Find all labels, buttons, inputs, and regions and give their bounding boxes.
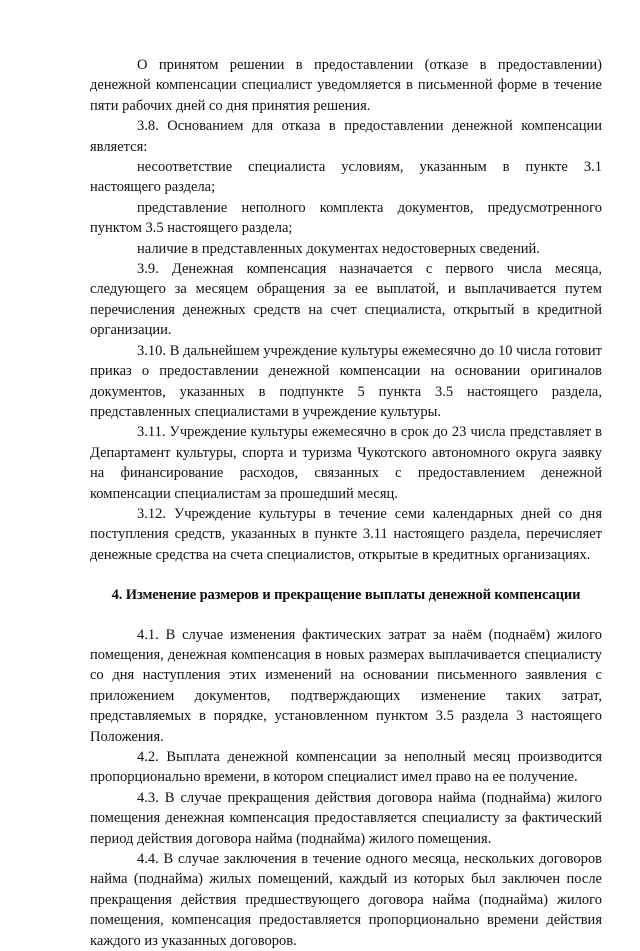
paragraph-4-4: 4.4. В случае заключения в течение одного месяца, нескольких договоров найма (поднайма) жилых помещений, каждый из которых был заключен после прекращения действия предшествующего договора найма (поднайма) жилого помещения, компенсация предоставляется пропорционально времени действия каждого из указанных договоров. <box>90 851 602 949</box>
document-page <box>90 55 602 951</box>
paragraph-4-2: 4.2. Выплата денежной компенсации за неполный месяц производится пропорционально времени, в котором специалист имел право на ее получение. <box>90 749 602 786</box>
section-4-heading: 4. Изменение размеров и прекращение выплаты денежной компенсации <box>111 587 581 604</box>
paragraph-3-8-item-c: наличие в представленных документах недостоверных сведений. <box>137 240 540 257</box>
paragraph-4-3: 4.3. В случае прекращения действия договора найма (поднайма) жилого помещения денежная компенсация предоставляется специалисту за фактический период действия договора найма (поднайма) жилого помещения. <box>90 789 602 847</box>
paragraph-3-8-item-b: представление неполного комплекта документов, предусмотренного пунктом 3.5 настоящего раздела; <box>90 199 602 237</box>
paragraph-3-12: 3.12. Учреждение культуры в течение семи календарных дней со дня поступления средств, указанных в пункте 3.11 настоящего раздела, перечисляет денежные средства на счета специалистов, открытые в кредитных организациях. <box>90 505 602 563</box>
paragraph-3-10: 3.10. В дальнейшем учреждение культуры ежемесячно до 10 числа готовит приказ о предоставлении денежной компенсации на основании оригиналов документов, указанных в подпункте 5 пункта 3.5 настоящего раздела, представленных специалистами в учреждение культуры. <box>90 342 602 420</box>
paragraph-3-8: 3.8. Основанием для отказа в предоставлении денежной компенсации является: <box>90 118 602 155</box>
paragraph-3-8-item-a: несоответствие специалиста условиям, указанным в пункте 3.1 настоящего раздела; <box>90 159 602 196</box>
paragraph-4-1: 4.1. В случае изменения фактических затрат за наём (поднаём) жилого помещения, денежная компенсация в новых размерах выплачивается специалисту со дня наступления этих изменений на основании письменного заявления с приложением документов, подтверждающих изменение таких затрат, представляемых в порядке, установленном пунктом 3.5 раздела 3 настоящего Положения. <box>90 626 602 745</box>
paragraph-3-11: 3.11. Учреждение культуры ежемесячно в срок до 23 числа представляет в Департамент культуры, спорта и туризма Чукотского автономного округа заявку на финансирование расходов, связанных с предоставлением денежной компенсации специалистам за прошедший месяц. <box>90 424 602 502</box>
paragraph-decision-notice: О принятом решении в предоставлении (отказе в предоставлении) денежной компенсации специалист уведомляется в письменной форме в течение пяти рабочих дней со дня принятия решения. <box>90 57 602 114</box>
paragraph-3-9: 3.9. Денежная компенсация назначается с первого числа месяца, следующего за месяцем обращения за ее выплатой, и выплачивается путем перечисления денежных средств на счет специалиста, открытый в кредитной организации. <box>90 261 602 339</box>
